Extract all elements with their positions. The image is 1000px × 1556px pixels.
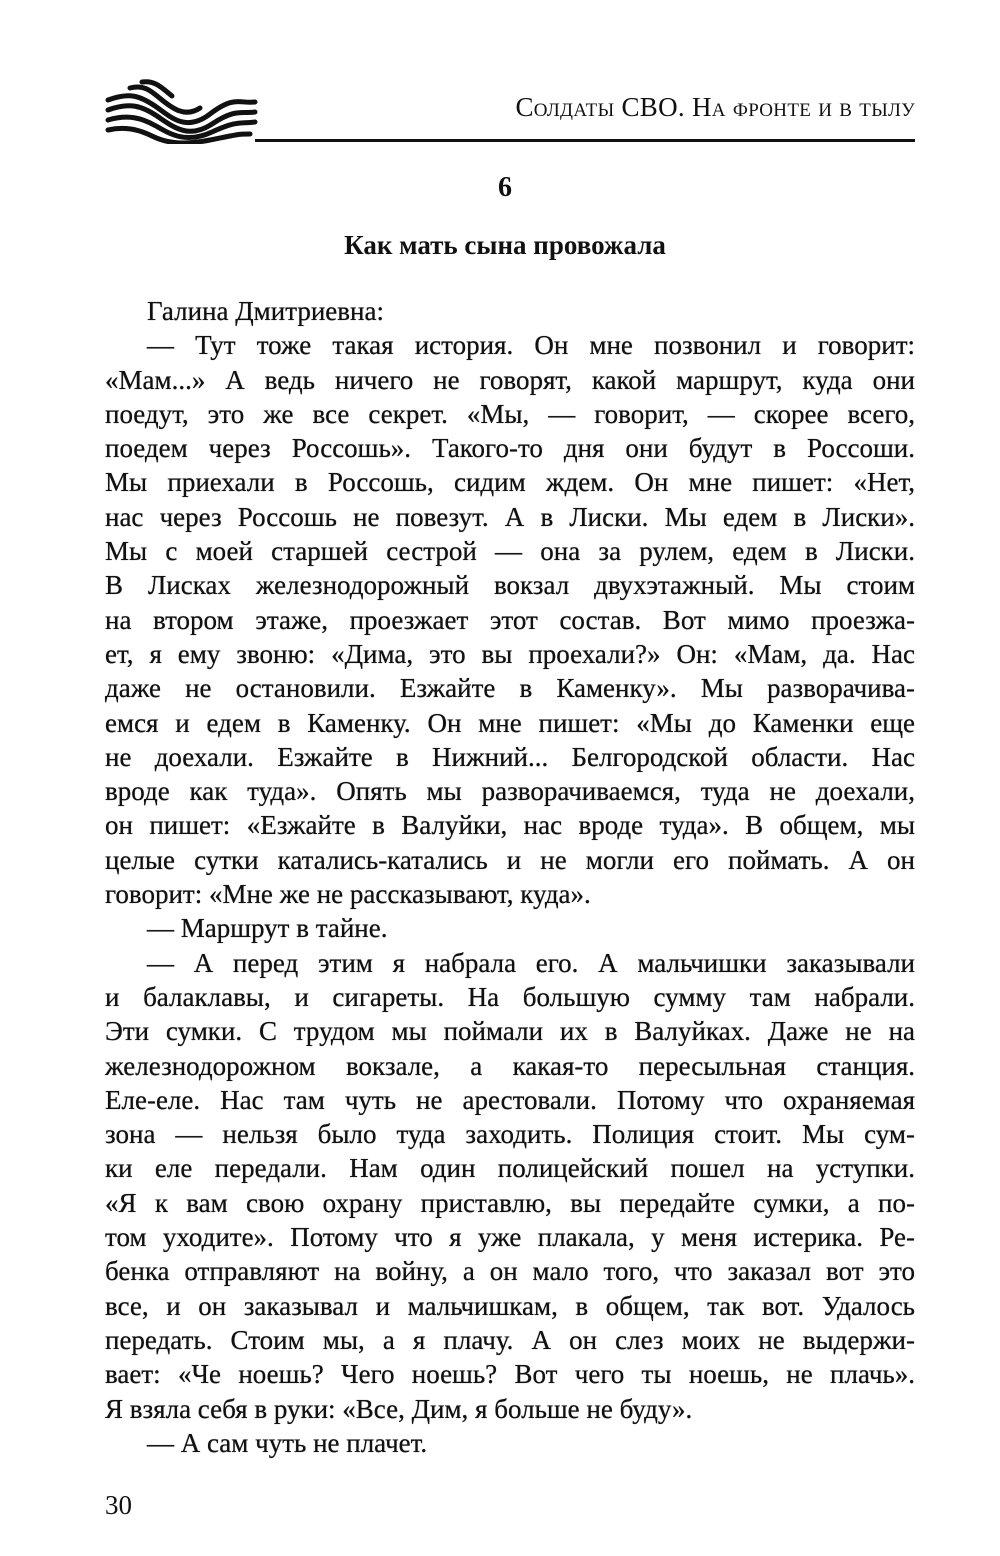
- text-line: Еле-еле. Нас там чуть не арестовали. Потому что охраняемая: [105, 1084, 915, 1115]
- paragraph: [105, 911, 915, 945]
- text-line: все, и он заказывал и мальчишкам, в общем, так вот. Удалось: [105, 1290, 915, 1321]
- text-line: Галина Дмитриевна:: [147, 296, 384, 326]
- text-line: ет, я ему звоню: «Дима, это вы проехали?» Он: «Мам, да. Нас: [105, 638, 915, 669]
- text-line: — Маршрут в тайне.: [147, 913, 388, 944]
- page-number: 30: [105, 1490, 132, 1520]
- text-line: Я взяла себя в руки: «Все, Дим, я больше не буду».: [105, 1393, 693, 1424]
- text-line: емся и едем в Каменку. Он мне пишет: «Мы до Каменки еще: [105, 707, 915, 738]
- text-line: «Мам...» А ведь ничего не говорят, какой маршрут, куда они: [105, 364, 915, 395]
- text-line: вает: «Че ноешь? Чего ноешь? Вот чего ты ноешь, не плачь».: [105, 1359, 915, 1390]
- text-line: нас через Россошь не повезут. А в Лиски. Мы едем в Лиски».: [105, 501, 915, 532]
- paragraph: [105, 294, 915, 328]
- header-rule: [255, 139, 915, 142]
- text-line: даже не остановили. Езжайте в Каменку». Мы разворачива-: [105, 673, 915, 704]
- text-line: ки еле передали. Нам один полицейский пошел на уступки.: [105, 1153, 915, 1184]
- chapter-title: Как мать сына провожала: [344, 230, 666, 260]
- text-line: говорит: «Мне же не рассказывают, куда».: [105, 879, 591, 910]
- text-line: железнодорожном вокзале, а какая-то пересыльная станция.: [105, 1050, 915, 1081]
- text-line: бенка отправляют на войну, а он мало того, что заказал вот это: [105, 1256, 915, 1287]
- text-line: Мы приехали в Россошь, сидим ждем. Он мне пишет: «Нет,: [105, 467, 915, 498]
- text-line: не доехали. Езжайте в Нижний... Белгородской области. Нас: [105, 741, 915, 772]
- text-line: вроде как туда». Опять мы разворачиваемся, туда не доехали,: [105, 776, 915, 807]
- text-line: — А сам чуть не плачет.: [147, 1427, 428, 1458]
- text-line: поедут, это же все секрет. «Мы, — говорит, — скорее всего,: [105, 398, 915, 429]
- text-line: целые сутки катались-катались и не могли его поймать. А он: [105, 844, 915, 875]
- chapter-number: 6: [498, 172, 512, 203]
- text-line: том уходите». Потому что я уже плакала, у меня истерика. Ре-: [105, 1222, 915, 1253]
- text-line: В Лисках железнодорожный вокзал двухэтажный. Мы стоим: [105, 570, 915, 601]
- paragraph: [105, 946, 915, 1426]
- running-title: Солдаты СВО. На фронте и в тылу: [515, 92, 915, 122]
- paragraph: [105, 328, 915, 911]
- text-line: зона — нельзя было туда заходить. Полиция стоит. Мы сум-: [105, 1119, 915, 1150]
- text-line: «Я к вам свою охрану приставлю, вы передайте сумки, а по-: [105, 1187, 915, 1218]
- text-line: — А перед этим я набрала его. А мальчишки заказывали: [147, 947, 915, 978]
- text-line: — Тут тоже такая история. Он мне позвонил и говорит:: [147, 330, 915, 361]
- paragraph: [105, 1426, 915, 1460]
- text-line: Мы с моей старшей сестрой — она за рулем, едем в Лиски.: [105, 536, 915, 567]
- text-line: на втором этаже, проезжает этот состав. Вот мимо проезжа-: [105, 604, 915, 635]
- body-text: [105, 294, 915, 1460]
- text-line: поедем через Россошь». Такого-то дня они будут в Россоши.: [105, 433, 915, 464]
- text-line: он пишет: «Езжайте в Валуйки, нас вроде туда». В общем, мы: [105, 810, 915, 841]
- text-line: и балаклавы, и сигареты. На большую сумму там набрали.: [105, 981, 915, 1012]
- wavy-ribbon-logo-icon: [100, 78, 260, 144]
- text-line: передать. Стоим мы, а я плачу. А он слез моих не выдержи-: [105, 1324, 915, 1355]
- text-line: Эти сумки. С трудом мы поймали их в Валуйках. Даже не на: [105, 1016, 915, 1047]
